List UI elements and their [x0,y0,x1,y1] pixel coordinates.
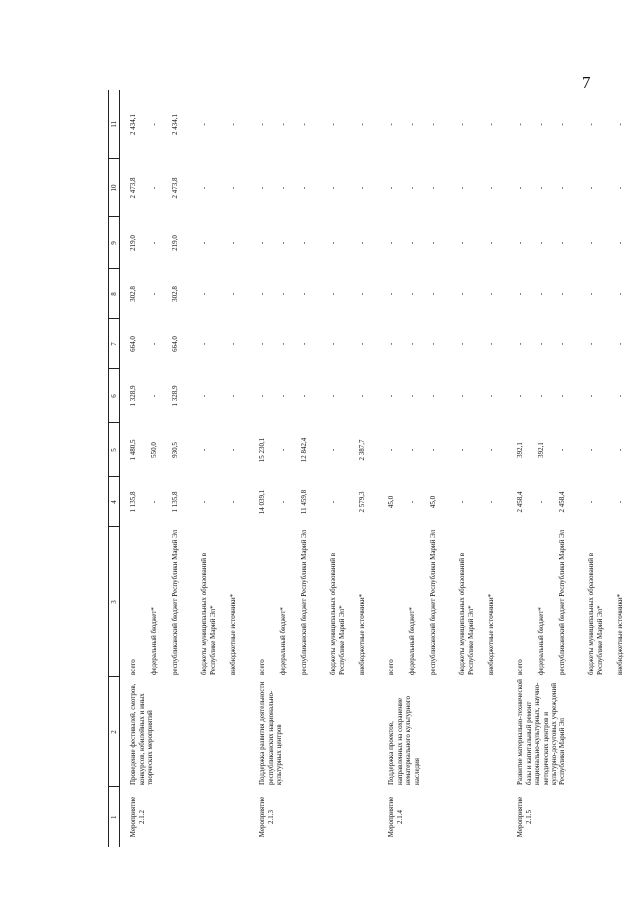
measure-name: Поддержка развития деятельности республиканских национально-культурных центров [258,681,284,785]
funding-source: федеральный бюджет* [537,607,546,675]
amount-cell: - [429,342,438,346]
amount-cell: - [616,394,625,398]
col-header: 3 [109,527,120,677]
amount-cell: - [279,342,288,346]
amount-cell: - [408,394,417,398]
amount-cell: - [358,241,367,245]
amount-cell: - [587,123,596,126]
amount-cell: - [616,123,625,126]
amount-cell: - [387,448,396,452]
amount-cell: 2 434,1 [129,114,138,135]
funding-source: всего [258,659,267,675]
amount-cell: 2 434,1 [171,114,180,135]
col-header: 5 [109,423,120,477]
amount-cell: - [358,123,367,126]
funding-source: федеральный бюджет* [408,607,417,675]
amount-cell: 664,0 [171,336,180,352]
amount-cell: - [616,448,625,452]
amount-cell: - [458,342,467,346]
funding-source: республиканский бюджет Республики Марий Эл [300,529,309,675]
amount-cell: 1 328,9 [171,385,180,407]
amount-cell: - [150,394,159,398]
amount-cell: - [300,186,309,190]
amount-cell: - [329,342,338,346]
funding-source: всего [387,659,396,675]
table-body [120,90,637,847]
amount-cell: 2 579,3 [358,491,367,513]
amount-cell: - [279,186,288,190]
amount-cell: - [558,186,567,190]
amount-cell: - [200,241,209,245]
amount-cell: - [487,448,496,452]
table-row [120,90,150,847]
amount-cell: - [279,241,288,245]
amount-cell: - [300,241,309,245]
amount-cell: 219,0 [129,235,138,251]
amount-cell: - [458,448,467,452]
amount-cell: - [387,394,396,398]
table-row [249,90,278,847]
funding-source: федеральный бюджет* [279,607,288,675]
amount-cell: - [229,448,238,452]
amount-cell: - [537,123,546,126]
funding-source: бюджеты муниципальных образований в Республике Марий Эл* [329,552,346,675]
amount-cell: - [537,241,546,245]
amount-cell: - [487,186,496,190]
amount-cell: - [229,500,238,504]
amount-cell: - [200,123,209,126]
amount-cell: 219,0 [171,235,180,251]
amount-cell: - [487,123,496,126]
amount-cell: - [229,394,238,398]
amount-cell: - [200,292,209,296]
measure-name: Проведение фестивалей, смотров, конкурсов, юбилейных и иных творческих мероприятий [129,683,155,785]
funding-table [108,90,636,847]
measure-code: Мероприятие 2.1.3 [258,796,275,838]
amount-cell: 2 473,8 [129,177,138,199]
measure-code: Мероприятие 2.1.5 [516,796,533,838]
amount-cell: - [429,186,438,190]
amount-cell: 45,0 [429,495,438,509]
amount-cell: - [516,394,525,398]
amount-cell: 12 842,4 [300,437,309,463]
amount-cell: - [558,123,567,126]
amount-cell: - [200,448,209,452]
amount-cell: - [587,292,596,296]
amount-cell: - [516,241,525,245]
amount-cell: - [487,292,496,296]
amount-cell: - [279,394,288,398]
amount-cell: - [516,342,525,346]
amount-cell: - [358,342,367,346]
amount-cell: - [487,394,496,398]
amount-cell: - [279,500,288,504]
amount-cell: - [587,342,596,346]
amount-cell: 2 458,4 [558,491,567,513]
amount-cell: - [408,123,417,126]
amount-cell: - [587,448,596,452]
amount-cell: - [458,292,467,296]
amount-cell: - [229,292,238,296]
col-header: 9 [109,217,120,269]
amount-cell: - [229,342,238,346]
amount-cell: 930,5 [171,442,180,458]
amount-cell: - [387,241,396,245]
amount-cell: - [150,342,159,346]
amount-cell: - [487,500,496,504]
amount-cell: 664,0 [129,336,138,352]
amount-cell: - [408,342,417,346]
funding-source: республиканский бюджет Республики Марий Эл [558,529,567,675]
amount-cell: - [329,241,338,245]
amount-cell: - [258,394,267,398]
amount-cell: - [616,500,625,504]
amount-cell: - [429,394,438,398]
funding-source: всего [516,659,525,675]
funding-source: внебюджетные источники* [358,593,367,675]
amount-cell: - [558,394,567,398]
amount-cell: - [329,500,338,504]
amount-cell: - [300,342,309,346]
amount-cell: - [429,241,438,245]
amount-cell: - [458,500,467,504]
amount-cell: - [387,342,396,346]
amount-cell: - [200,394,209,398]
amount-cell: 1 480,5 [129,439,138,461]
amount-cell: 392,1 [516,442,525,458]
funding-source: внебюджетные источники* [229,593,238,675]
amount-cell: - [516,186,525,190]
funding-source: бюджеты муниципальных образований в Республике Марий Эл* [200,552,217,675]
amount-cell: - [300,292,309,296]
amount-cell: - [429,123,438,126]
table-row [378,90,407,847]
amount-cell: 1 135,8 [171,491,180,513]
amount-cell: - [558,241,567,245]
amount-cell: 45,0 [387,495,396,509]
amount-cell: - [258,292,267,296]
amount-cell: - [150,186,159,190]
amount-cell: - [408,500,417,504]
col-header: 8 [109,269,120,319]
amount-cell: 1 328,9 [129,385,138,407]
amount-cell: - [537,292,546,296]
amount-cell: - [279,292,288,296]
amount-cell: 15 230,1 [258,437,267,463]
funding-source: бюджеты муниципальных образований в Республике Марий Эл* [458,552,475,675]
col-header: 10 [109,159,120,217]
rotated-table-container [108,90,625,847]
amount-cell: - [458,123,467,126]
col-header: 11 [109,90,120,159]
funding-source: внебюджетные источники* [616,593,625,675]
amount-cell: 1 135,8 [129,491,138,513]
amount-cell: - [329,186,338,190]
amount-cell: - [587,394,596,398]
funding-source: бюджеты муниципальных образований в Республике Марий Эл* [587,552,604,675]
amount-cell: - [329,292,338,296]
amount-cell: - [150,123,159,126]
amount-cell: - [616,292,625,296]
page-number: 7 [582,73,591,92]
amount-cell: - [429,448,438,452]
amount-cell: - [616,342,625,346]
amount-cell: 2 473,8 [171,177,180,199]
col-header: 1 [109,787,120,847]
amount-cell: - [300,123,309,126]
funding-source: республиканский бюджет Республики Марий Эл [429,529,438,675]
amount-cell: 392,1 [537,442,546,458]
amount-cell: 11 459,8 [300,489,309,515]
amount-cell: - [458,394,467,398]
amount-cell: - [279,448,288,452]
amount-cell: - [258,123,267,126]
amount-cell: 550,0 [150,442,159,458]
amount-cell: - [258,342,267,346]
measure-code: Мероприятие 2.1.4 [387,796,404,838]
amount-cell: - [558,448,567,452]
amount-cell: - [408,241,417,245]
amount-cell: - [229,186,238,190]
measure-name: Развитие материально-технической базы и капитальный ремонт национально-культурных, научно-методических центров и культурно-досуговых учреждений Республики Марий Эл [516,679,567,785]
amount-cell: - [587,500,596,504]
amount-cell: - [229,123,238,126]
col-header: 2 [109,677,120,787]
amount-cell: - [558,292,567,296]
funding-source: республиканский бюджет Республики Марий Эл [171,529,180,675]
amount-cell: - [200,500,209,504]
amount-cell: - [487,342,496,346]
amount-cell: - [329,123,338,126]
amount-cell: - [300,394,309,398]
amount-cell: - [358,292,367,296]
measure-code: Мероприятие 2.1.2 [129,796,146,838]
col-header: 4 [109,477,120,527]
amount-cell: - [229,241,238,245]
amount-cell: - [616,241,625,245]
amount-cell: - [279,123,288,126]
amount-cell: - [358,186,367,190]
amount-cell: - [329,394,338,398]
amount-cell: - [516,123,525,126]
amount-cell: - [150,500,159,504]
amount-cell: 302,8 [171,286,180,302]
amount-cell: - [150,292,159,296]
amount-cell: - [487,241,496,245]
funding-source: всего [129,659,138,675]
amount-cell: - [150,241,159,245]
amount-cell: - [458,241,467,245]
amount-cell: - [458,186,467,190]
amount-cell: - [537,186,546,190]
col-header: 6 [109,369,120,423]
amount-cell: - [587,186,596,190]
measure-name: Поддержка проектов, направленных на сохранение нематериального культурного наследия [387,696,421,785]
funding-source: федеральный бюджет* [150,607,159,675]
amount-cell: - [258,241,267,245]
amount-cell: - [329,448,338,452]
amount-cell: - [587,241,596,245]
amount-cell: - [408,292,417,296]
amount-cell: - [200,186,209,190]
amount-cell: - [537,500,546,504]
amount-cell: 2 387,7 [358,439,367,461]
amount-cell: - [387,186,396,190]
amount-cell: - [408,448,417,452]
amount-cell: - [537,342,546,346]
amount-cell: - [408,186,417,190]
funding-source: внебюджетные источники* [487,593,496,675]
amount-cell: 302,8 [129,286,138,302]
amount-cell: - [358,394,367,398]
table-row [507,90,536,847]
amount-cell: - [200,342,209,346]
amount-cell: - [387,123,396,126]
header-row [109,90,120,847]
amount-cell: - [387,292,396,296]
amount-cell: - [616,186,625,190]
col-header: 7 [109,319,120,369]
amount-cell: 14 039,1 [258,489,267,515]
amount-cell: - [429,292,438,296]
amount-cell: 2 458,4 [516,491,525,513]
amount-cell: - [537,394,546,398]
amount-cell: - [516,292,525,296]
amount-cell: - [258,186,267,190]
amount-cell: - [558,342,567,346]
